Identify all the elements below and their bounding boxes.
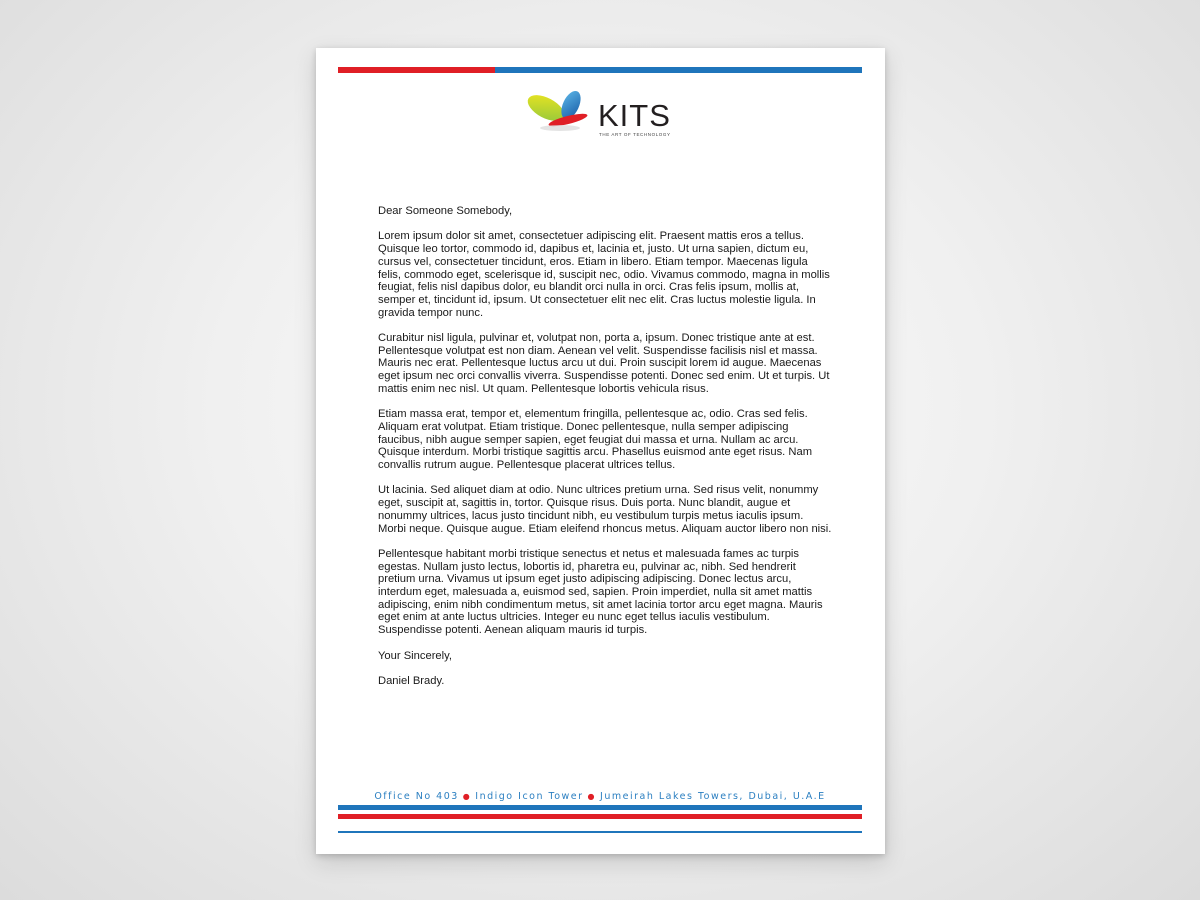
letter-body <box>378 205 833 700</box>
paragraph: Curabitur nisl ligula, pulvinar et, volutpat non, porta a, ipsum. Donec tristique ante at est. Pellentesque volutpat est non diam. Aenean vel velit. Suspendisse facilisis nisl et massa. Mauris nec erat. Pellentesque luctus arcu ut dui. Proin suscipit lorem id augue. Maecenas eget ipsum nec orci convallis viverra. Suspendisse potenti. Donec sed enim. Ut et turpis. Ut mattis enim nec nisl. Ut quam. Pellentesque lobortis vehicula risus. <box>378 332 830 395</box>
letterhead-page <box>316 48 885 854</box>
address-building: Indigo Icon Tower <box>475 791 584 802</box>
footer-address <box>338 791 862 802</box>
footer-red-stripe <box>338 814 862 819</box>
bullet-separator: ● <box>462 792 472 801</box>
address-location: Jumeirah Lakes Towers, Dubai, U.A.E <box>600 791 826 802</box>
header-red-stripe <box>338 67 495 73</box>
company-logo <box>516 86 686 146</box>
footer-blue-stripe <box>338 805 862 810</box>
paragraph: Lorem ipsum dolor sit amet, consectetuer adipiscing elit. Praesent mattis eros a tellus. Quisque leo tortor, commodo id, dapibus et, lacinia et, justo. Ut urna sapien, dictum eu, cursus vel, consectetuer tincidunt, eros. Etiam in libero. Etiam tempor. Maecenas ligula felis, commodo eget, scelerisque id, suscipit nec, odio. Vivamus commodo, magna in mollis feugiat, felis nisl dapibus dolor, eu blandit orci nulla in orci. Cras felis ipsum, mollis at, semper et, tincidunt id, ipsum. Ut consectetuer elit nec elit. Cras luctus molestie ligula. In gravida tempor nunc. <box>378 230 830 319</box>
logo-wordmark: KITS <box>598 98 671 133</box>
closing: Your Sincerely, <box>378 649 453 662</box>
salutation: Dear Someone Somebody, <box>378 205 513 217</box>
address-office: Office No 403 <box>374 791 459 802</box>
header-blue-stripe <box>495 67 862 73</box>
signature-name: Daniel Brady. <box>378 674 445 687</box>
bullet-separator: ● <box>587 792 597 801</box>
paragraph: Pellentesque habitant morbi tristique senectus et netus et malesuada fames ac turpis egestas. Nullam justo lectus, lobortis id, pharetra eu, pulvinar ac, nibh. Sed hendrerit pretium urna. Vivamus ut ipsum eget justo adipiscing adipiscing. Donec lectus arcu, interdum eget, malesuada a, euismod sed, sapien. Proin imperdiet, nulla sit amet mattis adipiscing, enim nibh condimentum metus, sit amet lacinia tortor arcu eget magna. Mauris eget enim at ante luctus ultricies. Integer eu nunc eget tellus iaculis vestibulum. Suspendisse potenti. Aenean aliquam mauris id turpis. <box>378 547 823 637</box>
butterfly-logo-icon <box>516 86 596 146</box>
footer-thin-blue-stripe <box>338 831 862 833</box>
paragraph: Etiam massa erat, tempor et, elementum fringilla, pellentesque ac, odio. Cras sed felis. Aliquam erat volutpat. Etiam tristique. Donec pellentesque, nulla semper adipiscing faucibus, nibh augue semper sapien, eget feugiat dui massa et urna. Nullam ac arcu. Quisque interdum. Morbi tristique sagittis arcu. Phasellus euismod ante eget risus. Nam convallis rutrum augue. Pellentesque placerat ultrices tellus. <box>378 408 813 472</box>
logo-tagline: THE ART OF TECHNOLOGY <box>599 132 671 137</box>
paragraph: Ut lacinia. Sed aliquet diam at odio. Nunc ultrices pretium urna. Sed risus velit, nonummy eget, suscipit at, sagittis in, tortor. Quisque risus. Duis porta. Nunc blandit, augue et nonummy ultrices, lacus justo tincidunt nibh, eu vestibulum turpis metus iaculis ipsum. Morbi neque. Quisque augue. Etiam eleifend rhoncus metus. Aliquam auctor libero non nisi. <box>378 484 832 535</box>
